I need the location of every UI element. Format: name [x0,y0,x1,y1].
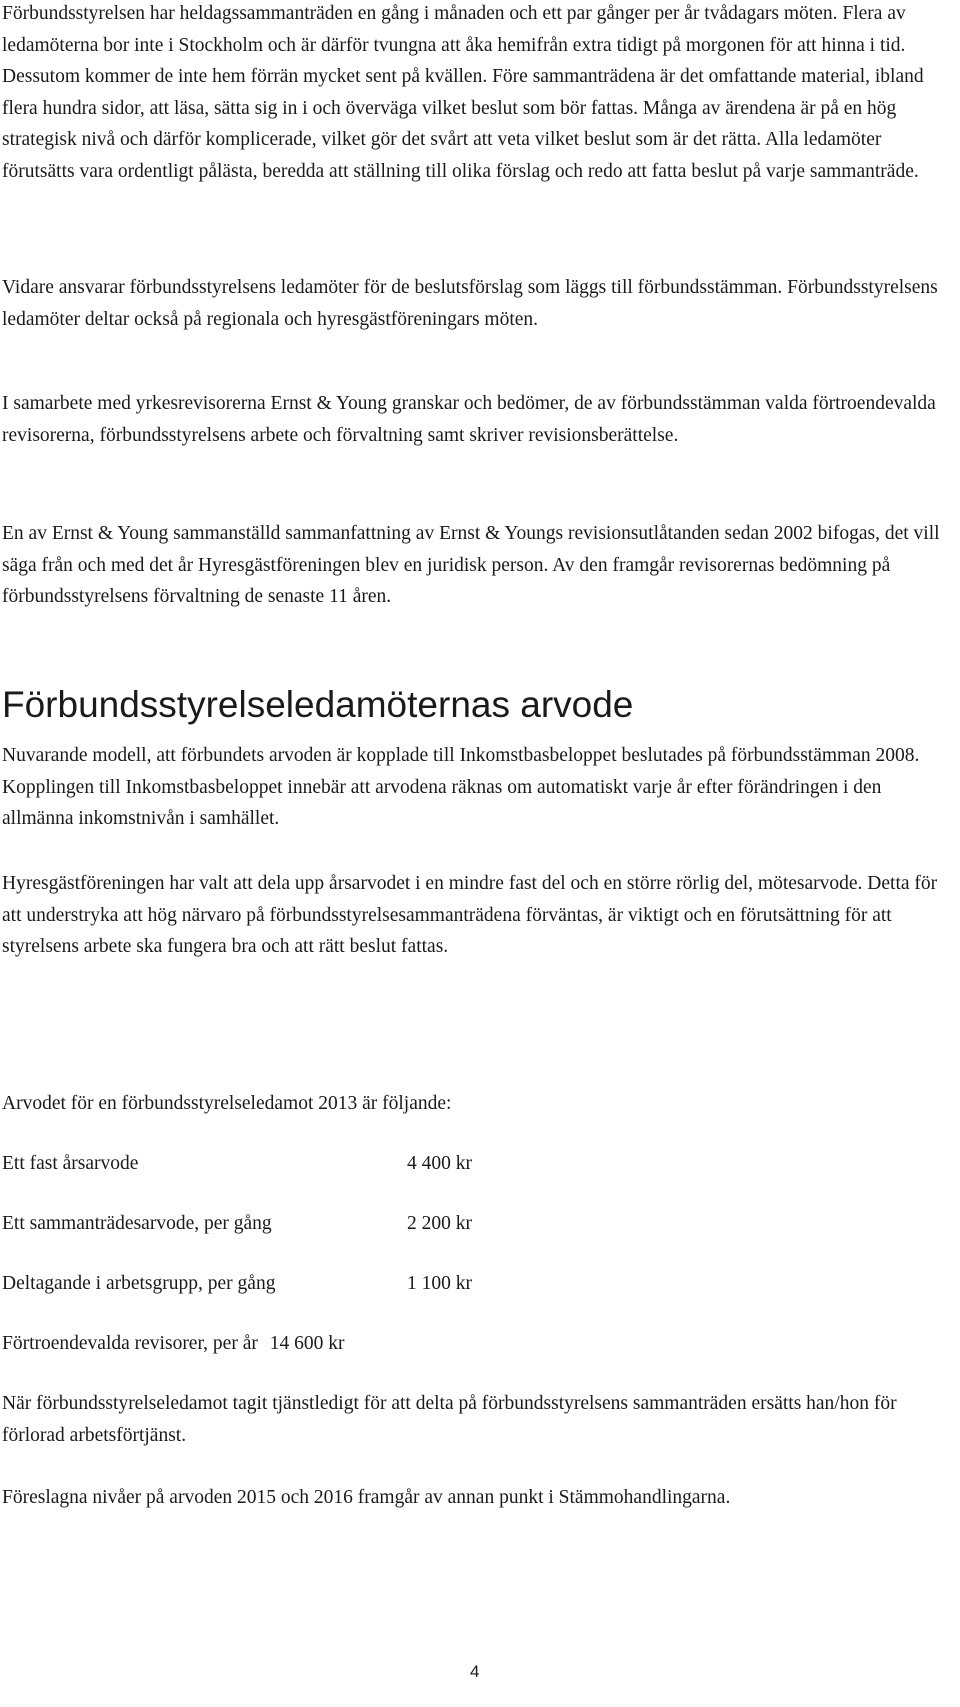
paragraph-fee-split: Hyresgästföreningen har valt att dela upp årsarvodet i en mindre fast del och en större rörlig del, mötesarvode. Detta för att understryka att hög närvaro på förbundsstyrelsesammanträdena förväntas, är viktigt och en förutsättning för att styrelsens arbete ska fungera bra och att rätt beslut fattas. [2,873,938,957]
fee-row-workgroup [2,1268,602,1300]
auditors-fee-amount: 14 600 kr [269,1333,345,1354]
fee-amount: 4 400 kr [407,1153,472,1174]
fee-label: Ett fast årsarvode [2,1153,139,1174]
fee-label: Ett sammanträdesarvode, per gång [2,1213,272,1234]
paragraph-meetings: Förbundsstyrelsen har heldagssammanträden en gång i månaden och ett par gånger per år tvådagars möten. Flera av ledamöterna bor inte i Stockholm och är därför tvungna att åka hemifrån extra tidigt på morgonen för att hinna i tid. Dessutom kommer de inte hem förrän mycket sent på kvällen. Före sammanträdena är det omfattande material, ibland flera hundra sidor, att läsa, sätta sig in i och överväga vilket beslut som bör fattas. Många av ärendena är på en hög strategisk nivå och därför komplicerade, vilket gör det svårt att veta vilket beslut som är det rätta. Alla ledamöter förutsätts vara ordentligt pålästa, beredda att ställning till olika förslag och redo att fatta beslut på varje sammanträde. [2,3,924,182]
paragraph-proposed-levels: Föreslagna nivåer på arvoden 2015 och 2016 framgår av annan punkt i Stämmohandlingarna. [2,1487,731,1508]
section-heading: Förbundsstyrelseledamöternas arvode [2,684,634,725]
fee-amount: 1 100 kr [407,1273,472,1294]
auditors-fee-label: Förtroendevalda revisorer, per år [2,1333,258,1354]
fees-intro: Arvodet för en förbundsstyrelseledamot 2013 är följande: [2,1093,452,1114]
page-number: 4 [470,1662,480,1681]
fee-amount: 2 200 kr [407,1213,472,1234]
fee-row-meeting [2,1208,602,1240]
fee-row-annual [2,1148,602,1180]
fee-row-auditors [2,1328,344,1360]
paragraph-responsibility: Vidare ansvarar förbundsstyrelsens ledamöter för de beslutsförslag som läggs till förbundsstämman. Förbundsstyrelsens ledamöter deltar också på regionala och hyresgästföreningars möten. [2,277,938,330]
paragraph-fee-model: Nuvarande modell, att förbundets arvoden är kopplade till Inkomstbasbeloppet beslutades på förbundsstämman 2008. Kopplingen till Inkomstbasbeloppet innebär att arvodena räknas om automatiskt varje år efter förändringen i den allmänna inkomstnivån i samhället. [2,745,920,829]
paragraph-audit: I samarbete med yrkesrevisorerna Ernst & Young granskar och bedömer, de av förbundsstämman valda förtroendevalda revisorerna, förbundsstyrelsens arbete och förvaltning samt skriver revisionsberättelse. [2,393,936,446]
paragraph-audit-summary: En av Ernst & Young sammanställd sammanfattning av Ernst & Youngs revisionsutlåtanden sedan 2002 bifogas, det vill säga från och med det år Hyresgästföreningen blev en juridisk person. Av den framgår revisorernas bedömning på förbundsstyrelsens förvaltning de senaste 11 åren. [2,523,940,607]
fee-label: Deltagande i arbetsgrupp, per gång [2,1273,276,1294]
paragraph-lost-earnings: När förbundsstyrelseledamot tagit tjänstledigt för att delta på förbundsstyrelsens sammanträden ersätts han/hon för förlorad arbetsförtjänst. [2,1393,897,1446]
